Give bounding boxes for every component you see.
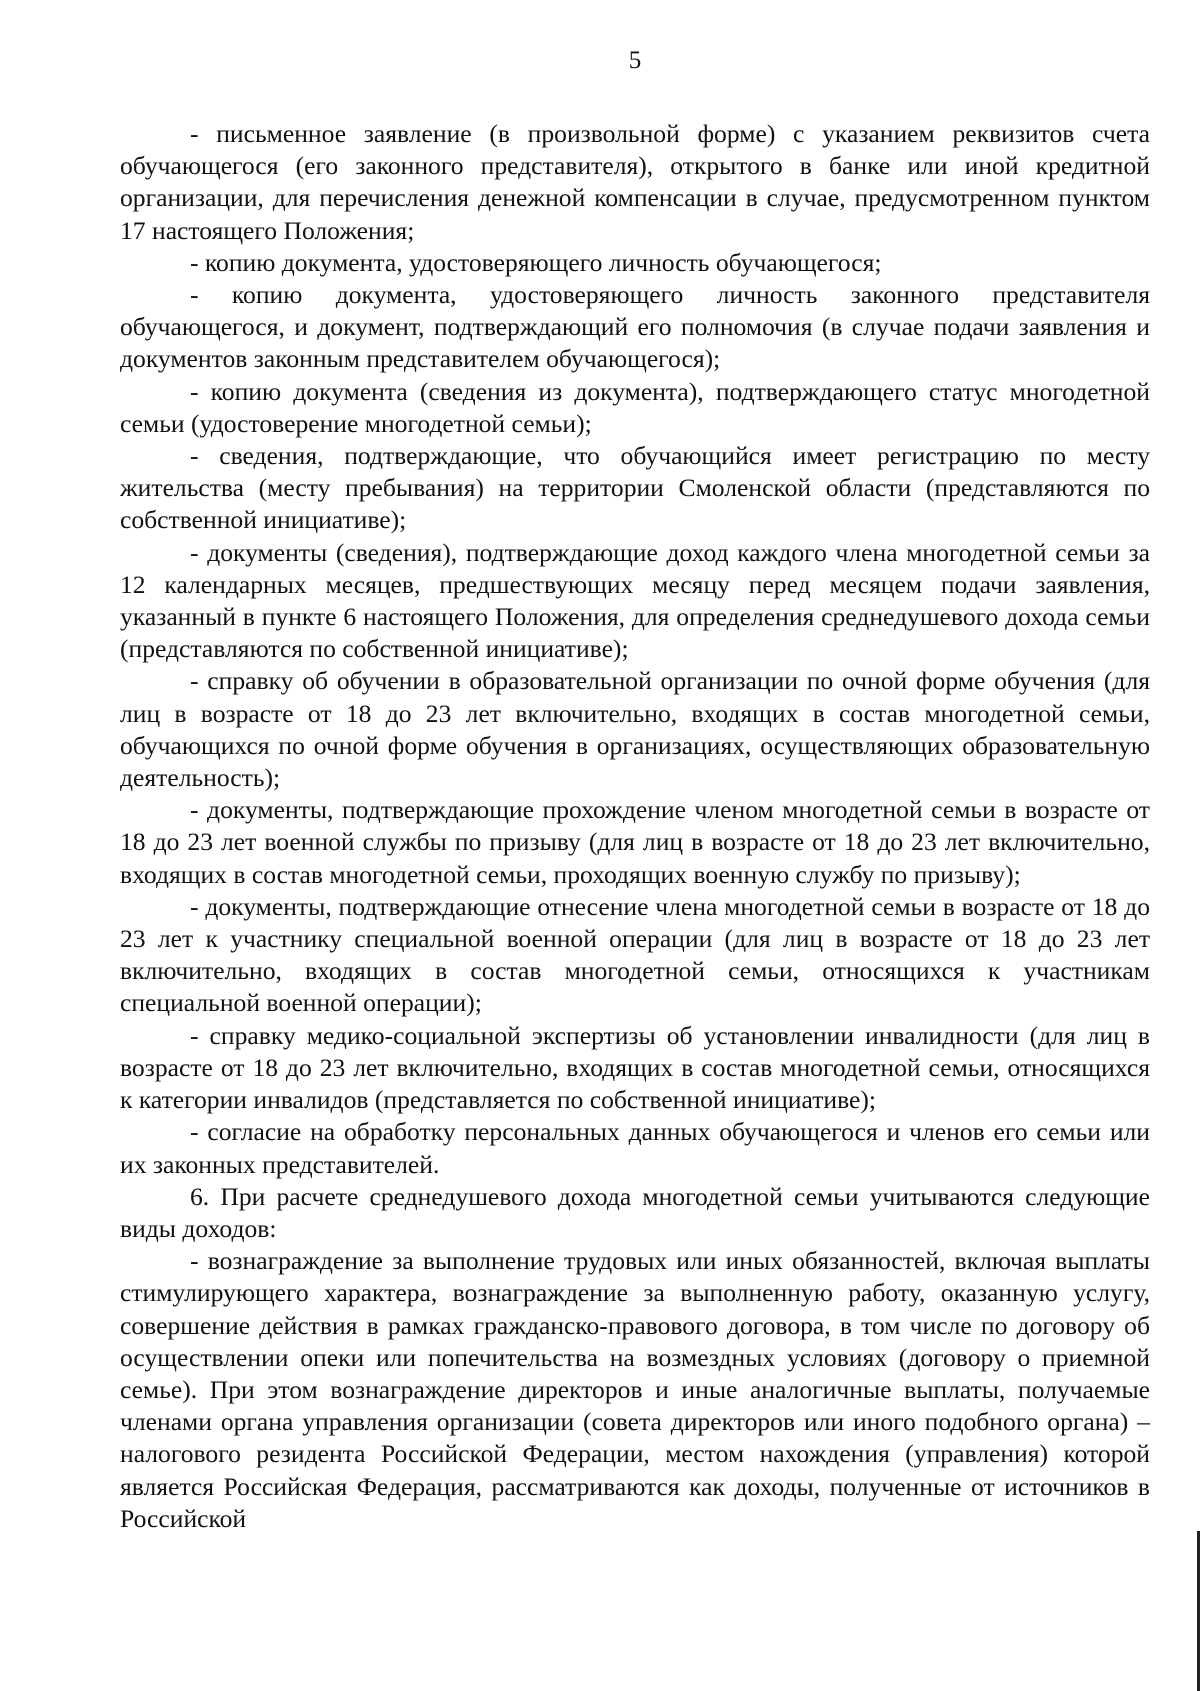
document-body: [120, 118, 1150, 1535]
paragraph-disability: - справку медико-социальной экспертизы об установлении инвалидности (для лиц в возрасте от 18 до 23 лет включительно, входящих в состав многодетной семьи, относящихся к категории инвалидов (представляется по собственной инициативе);: [120, 1020, 1150, 1115]
page-number: 5: [628, 47, 642, 74]
paragraph-remuneration: - вознаграждение за выполнение трудовых или иных обязанностей, включая выплаты стимулирующего характера, вознаграждение за выполненную работу, оказанную услугу, совершение действия в рамках гражданско-правового договора, в том числе по договору об осуществлении опеки или попечительства на возмездных условиях (договору о приемной семье). При этом вознаграждение директоров и иные аналогичные выплаты, получаемые членами органа управления организации (совета директоров или иного подобного органа) – налогового резидента Российской Федерации, местом нахождения (управления) которой является Российская Федерация, рассматриваются как доходы, полученные от источников в Российской: [120, 1246, 1150, 1533]
paragraph-education-certificate: - справку об обучении в образовательной организации по очной форме обучения (для лиц в возрасте от 18 до 23 лет включительно, входящих в состав многодетной семьи, обучающихся по очной форме обучения в организациях, осуществляющих образовательную деятельность);: [120, 666, 1150, 793]
paragraph-identity-copy: - копию документа, удостоверяющего личность обучающегося;: [190, 247, 882, 277]
paragraph-representative-copy: - копию документа, удостоверяющего личность законного представителя обучающегося, и документ, подтверждающий его полномочия (в случае подачи заявления и документов законным представителем обучающегося);: [120, 280, 1150, 374]
paragraph-section-6: 6. При расчете среднедушевого дохода многодетной семьи учитываются следующие виды доходов:: [120, 1181, 1150, 1243]
paragraph-registration: - сведения, подтверждающие, что обучающийся имеет регистрацию по месту жительства (месту пребывания) на территории Смоленской области (представляются по собственной инициативе);: [120, 441, 1150, 535]
paragraph-income-documents: - документы (сведения), подтверждающие доход каждого члена многодетной семьи за 12 календарных месяцев, предшествующих месяцу перед месяцем подачи заявления, указанный в пункте 6 настоящего Положения, для определения среднедушевого дохода семьи (представляются по собственной инициативе);: [120, 537, 1150, 664]
paragraph-large-family-status: - копию документа (сведения из документа), подтверждающего статус многодетной семьи (удостоверение многодетной семьи);: [120, 376, 1150, 438]
paragraph-military-service: - документы, подтверждающие прохождение членом многодетной семьи в возрасте от 18 до 23 лет военной службы по призыву (для лиц в возрасте от 18 до 23 лет включительно, входящих в состав многодетной семьи, проходящих военную службу по призыву);: [120, 795, 1150, 889]
paragraph-consent: - согласие на обработку персональных данных обучающегося и членов его семьи или их законных представителей.: [120, 1117, 1150, 1179]
paragraph-application: - письменное заявление (в произвольной форме) с указанием реквизитов счета обучающегося (его законного представителя), открытого в банке или иной кредитной организации, для перечисления денежной компенсации в случае, предусмотренном пунктом 17 настоящего Положения;: [120, 119, 1150, 245]
paragraph-special-operation: - документы, подтверждающие отнесение члена многодетной семьи в возрасте от 18 до 23 лет к участнику специальной военной операции (для лиц в возрасте от 18 до 23 лет включительно, входящих в состав многодетной семьи, относящихся к участникам специальной военной операции);: [120, 891, 1150, 1018]
